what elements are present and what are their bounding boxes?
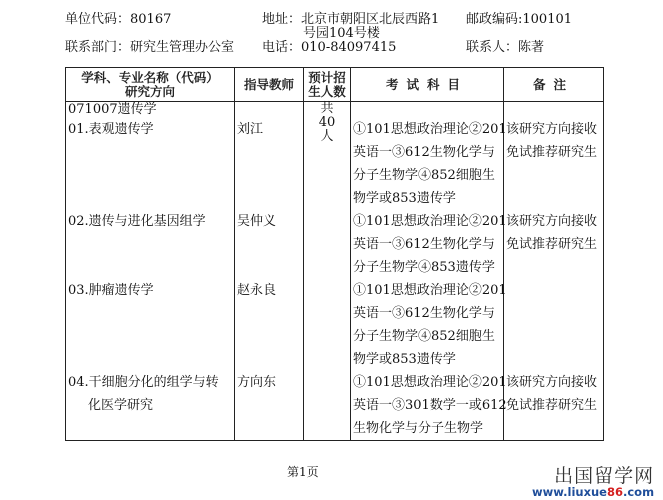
phone-label: 电话： bbox=[262, 40, 302, 55]
advisor-cell: 刘江 bbox=[235, 102, 304, 211]
phone-value: 010-84097415 bbox=[301, 40, 397, 55]
department bbox=[65, 40, 234, 56]
exam-cell: ①101思想政治理论②201 英语一③612生物化学与 分子生物学④852细胞生 物学或853遗传学 bbox=[351, 279, 504, 371]
watermark-text: 出国留学网 bbox=[554, 465, 655, 487]
advisor-cell: 吴仲义 bbox=[235, 210, 304, 279]
quota-cell bbox=[304, 210, 351, 279]
address-line1: 北京市朝阳区北辰西路1 bbox=[301, 12, 440, 27]
postcode bbox=[466, 12, 572, 28]
watermark-url: www.liuxue86.com bbox=[532, 485, 655, 499]
contact bbox=[466, 40, 544, 56]
phone bbox=[262, 40, 396, 56]
table-row bbox=[66, 210, 604, 279]
direction-cell: 03.肿瘤遗传学 bbox=[66, 279, 235, 371]
major-name: 071007遗传学 bbox=[68, 102, 157, 117]
table-header-row bbox=[66, 68, 604, 102]
exam-cell: ①101思想政治理论②201 英语一③301数学一或612 生物化学与分子生物学 bbox=[351, 371, 504, 441]
remark-cell: 该研究方向接收 免试推荐研究生 bbox=[504, 210, 604, 279]
watermark-logo bbox=[532, 466, 654, 498]
col-header-major: 学科、专业名称（代码） 研究方向 bbox=[66, 68, 235, 102]
remark-cell: 该研究方向接收 免试推荐研究生 bbox=[504, 371, 604, 441]
contact-value: 陈著 bbox=[518, 40, 545, 55]
postcode-label: 邮政编码: bbox=[466, 12, 523, 27]
remark-cell: 该研究方向接收 免试推荐研究生 bbox=[504, 102, 604, 211]
direction-cell: 071007遗传学 01.表观遗传学 bbox=[66, 102, 235, 211]
address-line2: 号园104号楼 bbox=[303, 26, 380, 41]
department-label: 联系部门： bbox=[65, 40, 131, 55]
table-row bbox=[66, 371, 604, 441]
advisor-cell: 方向东 bbox=[235, 371, 304, 441]
advisor-cell: 赵永良 bbox=[235, 279, 304, 371]
exam-cell: ①101思想政治理论②201 英语一③612生物化学与 分子生物学④853遗传学 bbox=[351, 210, 504, 279]
unit-code-label: 单位代码： bbox=[65, 12, 131, 27]
remark-cell bbox=[504, 279, 604, 371]
contact-label: 联系人： bbox=[466, 40, 519, 55]
col-header-exam: 考试科目 bbox=[351, 68, 504, 102]
col-header-quota: 预计招 生人数 bbox=[304, 68, 351, 102]
quota-cell: 共 40 人 bbox=[304, 102, 351, 211]
table-row bbox=[66, 279, 604, 371]
quota-cell bbox=[304, 371, 351, 441]
direction-cell: 04.干细胞分化的组学与转 化医学研究 bbox=[66, 371, 235, 441]
direction-cell: 02.遗传与进化基因组学 bbox=[66, 210, 235, 279]
address-label: 地址： bbox=[262, 12, 302, 27]
unit-code-value: 80167 bbox=[130, 12, 172, 27]
exam-cell: ①101思想政治理论②201 英语一③612生物化学与 分子生物学④852细胞生 物学或853遗传学 bbox=[351, 102, 504, 211]
col-header-remark: 备注 bbox=[504, 68, 604, 102]
postcode-value: 100101 bbox=[522, 12, 573, 27]
department-value: 研究生管理办公室 bbox=[130, 40, 235, 55]
enrollment-table bbox=[65, 67, 604, 441]
page-number: 第1页 bbox=[287, 465, 319, 479]
unit-code bbox=[65, 12, 171, 28]
col-header-advisor: 指导教师 bbox=[235, 68, 304, 102]
quota-cell bbox=[304, 279, 351, 371]
table-row bbox=[66, 102, 604, 211]
